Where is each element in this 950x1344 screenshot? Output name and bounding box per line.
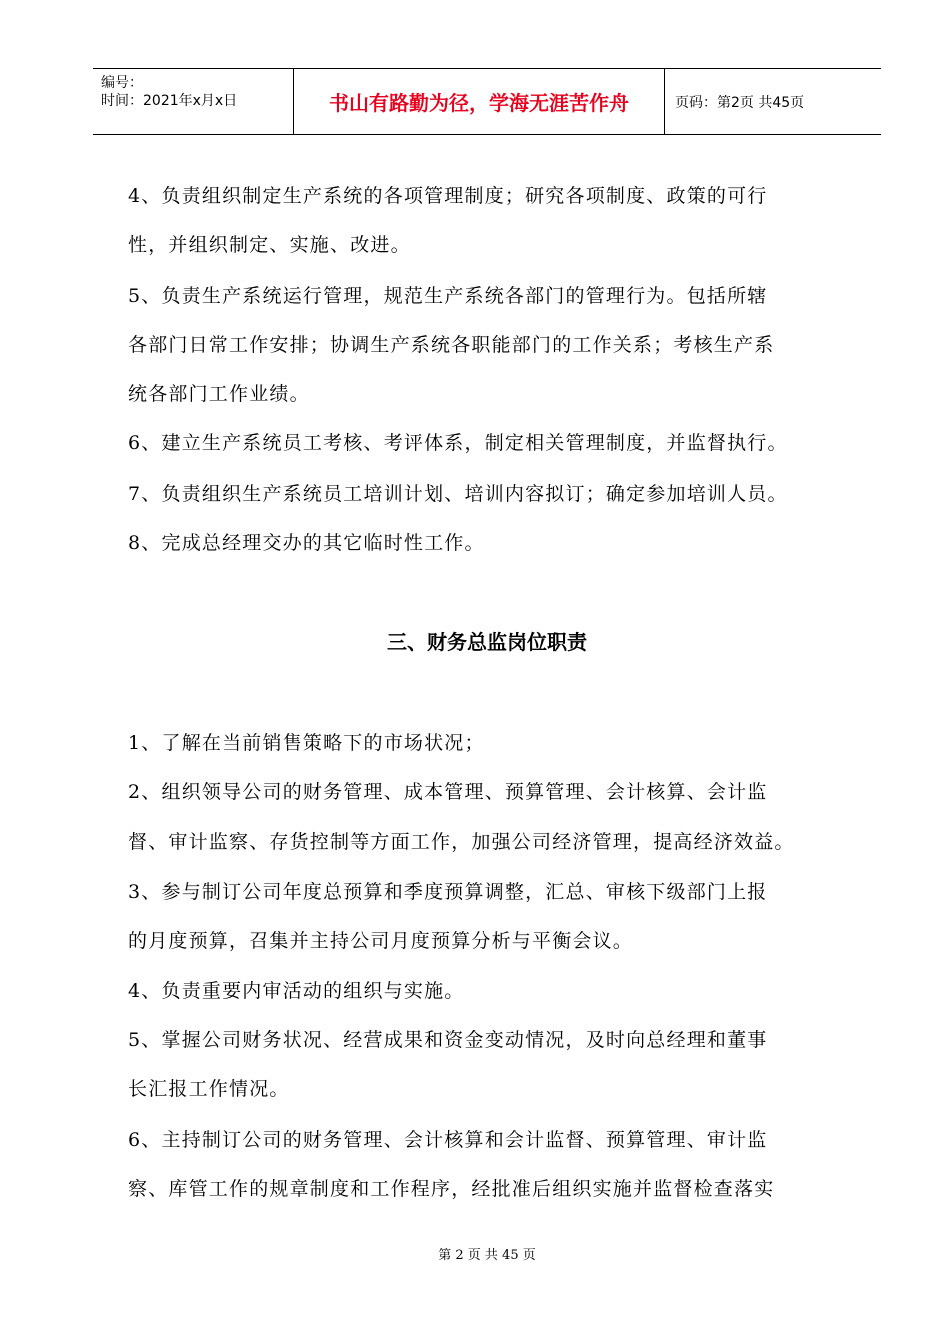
body-line: 6、建立生产系统员工考核、考评体系，制定相关管理制度，并监督执行。: [128, 432, 788, 454]
header-meta-cell: [93, 69, 293, 134]
body-line: 8、完成总经理交办的其它临时性工作。: [128, 532, 485, 554]
section-line: 长汇报工作情况。: [128, 1078, 290, 1100]
header-page-cell: [665, 69, 881, 134]
header-page-info: 页码：第2页 共45页: [675, 94, 805, 111]
header-motto: 书山有路勤为径，学海无涯苦作舟: [329, 91, 629, 115]
page-header: [93, 68, 881, 135]
body-line: 5、负责生产系统运行管理，规范生产系统各部门的管理行为。包括所辖: [128, 285, 768, 307]
section-line: 察、库管工作的规章制度和工作程序，经批准后组织实施并监督检查落实: [128, 1178, 775, 1200]
section-line: 4、负责重要内审活动的组织与实施。: [128, 980, 465, 1002]
section-line: 5、掌握公司财务状况、经营成果和资金变动情况，及时向总经理和董事: [128, 1029, 768, 1051]
section-line: 6、主持制订公司的财务管理、会计核算和会计监督、预算管理、审计监: [128, 1129, 768, 1151]
body-line: 性，并组织制定、实施、改进。: [128, 234, 411, 256]
section-title: 三、财务总监岗位职责: [387, 630, 587, 654]
body-line: 4、负责组织制定生产系统的各项管理制度；研究各项制度、政策的可行: [128, 185, 768, 207]
body-line: 7、负责组织生产系统员工培训计划、培训内容拟订；确定参加培训人员。: [128, 483, 788, 505]
section-line: 3、参与制订公司年度总预算和季度预算调整，汇总、审核下级部门上报: [128, 881, 768, 903]
section-line: 1、了解在当前销售策略下的市场状况；: [128, 732, 485, 754]
section-line: 2、组织领导公司的财务管理、成本管理、预算管理、会计核算、会计监: [128, 781, 768, 803]
header-motto-cell: [293, 69, 665, 134]
document-number-label: 编号：: [101, 75, 143, 91]
page-footer: 第 2 页 共 45 页: [438, 1248, 536, 1263]
body-line: 各部门日常工作安排；协调生产系统各职能部门的工作关系；考核生产系: [128, 334, 775, 356]
body-line: 统各部门工作业绩。: [128, 383, 310, 405]
section-line: 的月度预算，召集并主持公司月度预算分析与平衡会议。: [128, 930, 634, 952]
section-line: 督、审计监察、存货控制等方面工作，加强公司经济管理，提高经济效益。: [128, 831, 795, 853]
document-time-label: 时间：2021年x月x日: [101, 93, 238, 109]
